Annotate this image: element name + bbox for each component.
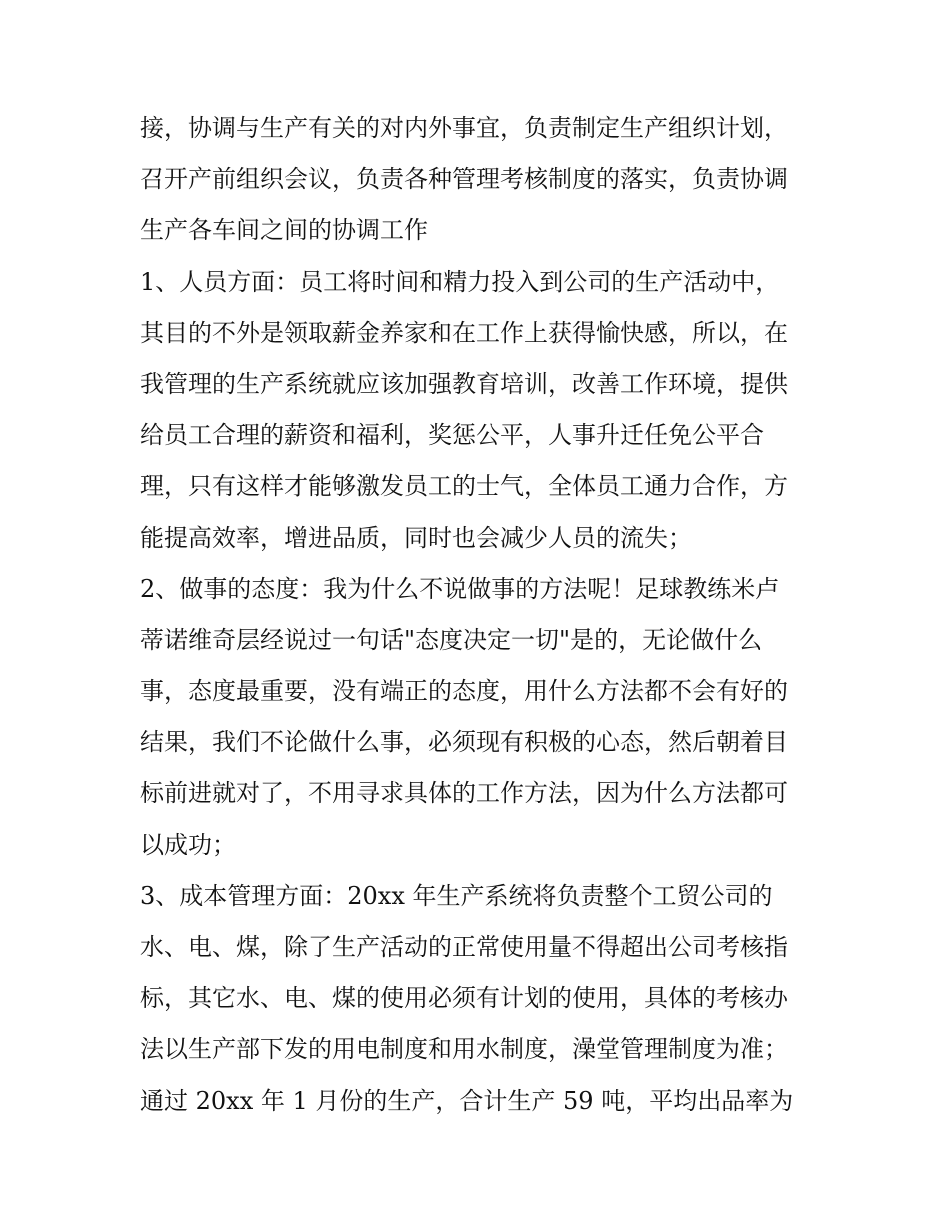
text-line-9: 能提高效率，增进品质，同时也会减少人员的流失； [140,523,692,552]
text-line-19: 法以生产部下发的用电制度和用水制度，澡堂管理制度为准； [140,1035,788,1064]
text-line-4: 1、人员方面：员工将时间和精力投入到公司的生产活动中， [140,267,780,296]
text-line-6: 我管理的生产系统就应该加强教育培训，改善工作环境，提供 [140,369,788,398]
text-line-17: 水、电、煤，除了生产活动的正常使用量不得超出公司考核指 [140,933,788,961]
text-line-5: 其目的不外是领取薪金养家和在工作上获得愉快感，所以，在 [140,318,788,347]
text-line-20: 通过 20xx 年 1 月份的生产，合计生产 59 吨，平均出品率为 [140,1086,794,1115]
text-line-13: 结果，我们不论做什么事，必须现有积极的心态，然后朝着目 [140,728,788,757]
text-line-10: 2、做事的态度：我为什么不说做事的方法呢！足球教练米卢 [140,574,780,603]
text-line-15: 以成功； [140,830,236,859]
text-line-2: 召开产前组织会议，负责各种管理考核制度的落实，负责协调 [140,165,788,194]
document-body [140,103,820,1127]
text-line-16: 3、成本管理方面：20xx 年生产系统将负责整个工贸公司的 [140,881,773,910]
text-line-14: 标前进就对了，不用寻求具体的工作方法，因为什么方法都可 [140,779,788,808]
text-line-11: 蒂诺维奇层经说过一句话"态度决定一切"是的，无论做什么 [140,625,763,654]
text-line-1: 接，协调与生产有关的对内外事宜，负责制定生产组织计划， [140,114,788,142]
text-line-18: 标，其它水、电、煤的使用必须有计划的使用，具体的考核办 [140,984,788,1013]
text-line-12: 事，态度最重要，没有端正的态度，用什么方法都不会有好的 [140,677,788,706]
text-line-8: 理，只有这样才能够激发员工的士气，全体员工通力合作，方 [140,472,788,501]
text-line-3: 生产各车间之间的协调工作 [140,216,428,245]
text-line-7: 给员工合理的薪资和福利，奖惩公平，人事升迁任免公平合 [140,421,764,450]
